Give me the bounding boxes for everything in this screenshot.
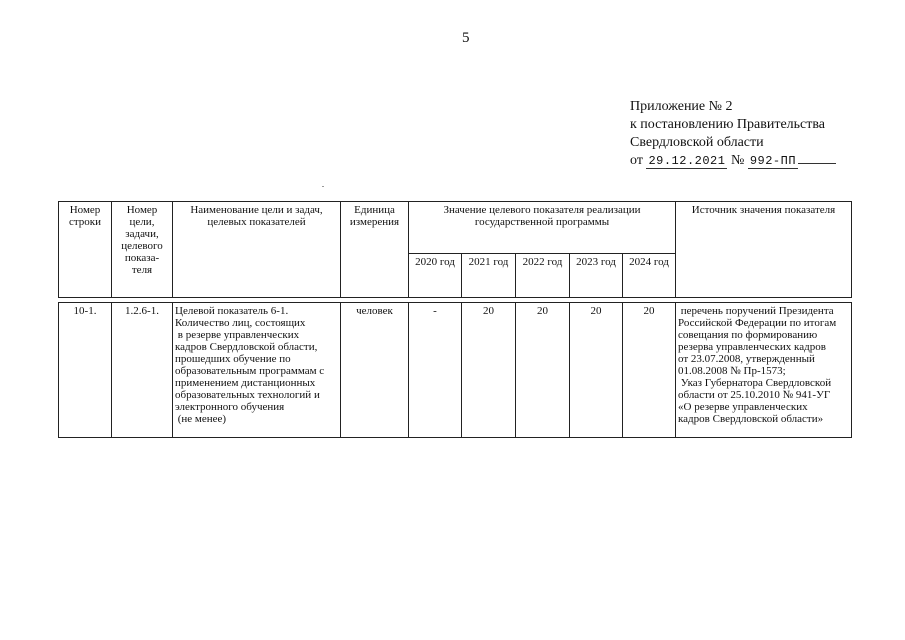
- header-value-group: Значение целевого показателя реализации государственной программы: [409, 202, 676, 254]
- header-goal-number-line: цели,: [129, 216, 155, 228]
- cell-source: [676, 303, 852, 438]
- header-name: Наименование цели и задач, целевых показателей: [173, 202, 341, 298]
- indicator-name-line: образовательным программам с: [175, 365, 325, 377]
- cell-value-2020: -: [409, 303, 462, 438]
- source-line: области от 25.10.2010 № 941-УГ: [678, 389, 831, 401]
- header-row-number: Номер строки: [59, 202, 112, 298]
- date-prefix: от: [630, 153, 643, 168]
- page-number: 5: [462, 30, 470, 46]
- source-line: кадров Свердловской области»: [678, 413, 824, 425]
- cell-row-number: 10-1.: [59, 303, 112, 438]
- source-line: от 23.07.2008, утвержденный: [678, 353, 815, 365]
- source-line: 01.08.2008 № Пр-1573;: [678, 365, 786, 377]
- header-year-2021: 2021 год: [462, 254, 516, 298]
- indicator-name-line: применением дистанционных: [175, 377, 316, 389]
- indicator-name-line: электронного обучения: [175, 401, 285, 413]
- table-row: [59, 303, 852, 438]
- indicator-name-line: прошедших обучение по: [175, 353, 291, 365]
- source-line: Российской Федерации по итогам: [678, 317, 837, 329]
- header-year-2023: 2023 год: [570, 254, 623, 298]
- header-goal-number-line: показа-: [124, 252, 160, 264]
- scan-artifact: [322, 186, 324, 187]
- appendix-block: [630, 98, 890, 170]
- number-prefix: №: [730, 153, 745, 168]
- source-line: «О резерве управленческих: [678, 401, 808, 413]
- header-goal-number: [112, 202, 173, 298]
- table-header-row: [59, 202, 852, 254]
- header-year-2024: 2024 год: [623, 254, 676, 298]
- decree-date: 29.12.2021: [648, 154, 726, 168]
- source-line: совещания по формированию: [678, 329, 818, 341]
- indicator-table: [58, 201, 852, 438]
- cell-goal-number: 1.2.6-1.: [112, 303, 173, 438]
- appendix-date-line: [630, 153, 836, 168]
- indicator-name-line: кадров Свердловской области,: [175, 341, 318, 353]
- cell-value-2023: 20: [570, 303, 623, 438]
- indicator-name-line: в резерве управленческих: [175, 329, 300, 341]
- indicator-name-line: (не менее): [175, 413, 227, 425]
- decree-number: 992-ПП: [749, 154, 797, 168]
- header-source: Источник значения показателя: [676, 202, 852, 298]
- cell-value-2024: 20: [623, 303, 676, 438]
- source-line: перечень поручений Президента: [678, 305, 834, 317]
- cell-unit: человек: [341, 303, 409, 438]
- number-underline: [798, 162, 836, 164]
- indicator-name-line: образовательных технологий и: [175, 389, 320, 401]
- header-unit: Единица измерения: [341, 202, 409, 298]
- cell-value-2022: 20: [516, 303, 570, 438]
- header-goal-number-line: задачи,: [125, 228, 159, 240]
- header-goal-number-line: целевого: [121, 240, 163, 252]
- indicator-name-line: Целевой показатель 6-1.: [175, 305, 289, 317]
- indicator-name-line: Количество лиц, состоящих: [175, 317, 306, 329]
- appendix-region: Свердловской области: [630, 135, 764, 150]
- header-year-2020: 2020 год: [409, 254, 462, 298]
- source-line: резерва управленческих кадров: [678, 341, 826, 353]
- source-line: Указ Губернатора Свердловской: [678, 377, 832, 389]
- appendix-title: Приложение № 2: [630, 99, 733, 114]
- appendix-subtitle: к постановлению Правительства: [630, 117, 826, 132]
- cell-indicator-name: [173, 303, 341, 438]
- header-goal-number-line: теля: [131, 264, 153, 276]
- header-year-2022: 2022 год: [516, 254, 570, 298]
- cell-value-2021: 20: [462, 303, 516, 438]
- header-goal-number-line: Номер: [126, 204, 158, 216]
